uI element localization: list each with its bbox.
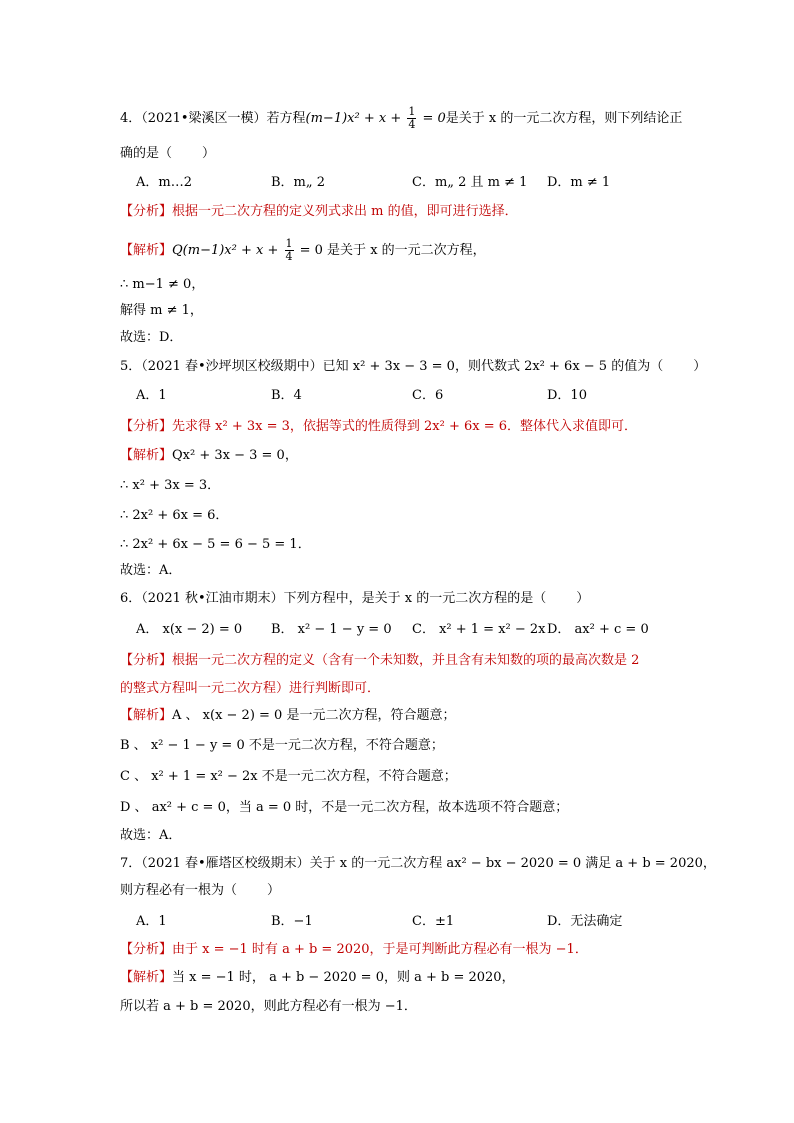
q6-analysis-text-1: 根据一元二次方程的定义（含有一个未知数，并且含有未知数的项的最高次数是 2 [172,653,640,668]
q7-option-b: B．−1 [271,914,313,929]
q5-answer: 故选：A． [120,563,182,578]
q6-answer-bracket-close: ） [576,591,590,606]
q7-stem-text-2: 则方程必有一根为（ [120,883,238,898]
q4-step2: 解得 m ≠ 1， [120,303,203,318]
q5-solution-tag: 【解析】 [120,448,173,463]
q6-analysis-line2: 的整式方程叫一元二次方程）进行判断即可． [120,681,381,696]
q4-equation-part1: (m−1)x² + x + [305,111,406,126]
q5-analysis-tag: 【分析】 [120,419,173,434]
q6-option-a: A． x(x − 2) = 0 [136,622,243,637]
q4-stem-continuation: 确的是（ [120,146,173,161]
q6-solution-line-a: A 、 x(x − 2) = 0 是一元二次方程，符合题意； [172,708,456,723]
q4-option-a: A．m…2 [136,175,192,190]
q4-solution-fraction-numerator: 1 [285,237,293,250]
q4-analysis-tag: 【分析】 [120,204,173,219]
q7-solution [120,969,515,987]
q4-fraction-denominator: 4 [408,118,416,131]
q7-option-d: D．无法确定 [547,914,623,929]
q5-step1: ∴ x² + 3x = 3． [120,478,221,493]
q7-answer-bracket-close: ） [267,883,281,898]
q6-solution [120,707,455,725]
q4-step1: ∴ m−1 ≠ 0， [120,277,205,292]
q5-option-b: B．4 [271,388,302,403]
q4-equation-part2: = 0 [418,111,446,126]
q5-option-a: A．1 [136,388,167,403]
q6-stem [120,590,589,608]
q6-answer: 故选：A． [120,828,182,843]
q5-option-c: C．6 [412,388,444,403]
q5-answer-bracket-close: ） [693,359,707,374]
q7-analysis-tag: 【分析】 [120,942,173,957]
q5-option-d: D．10 [547,388,587,403]
q6-option-c: C． x² + 1 = x² − 2x [412,622,546,637]
q4-analysis-text: 根据一元二次方程的定义列式求出 m 的值，即可进行选择． [172,204,518,219]
q5-solution-text: Qx² + 3x − 3 = 0， [172,448,298,463]
q7-conclusion: 所以若 a + b = 2020，则此方程必有一根为 −1． [120,999,417,1014]
q4-stem-line1 [120,106,682,131]
q7-option-a: A．1 [136,914,167,929]
q6-solution-line-c: C 、 x² + 1 = x² − 2x 不是一元二次方程，不符合题意； [120,769,457,784]
q7-solution-text: 当 x = −1 时， a + b − 2020 = 0，则 a + b = 2020， [172,970,515,985]
q4-stem-line2 [120,145,215,163]
q4-solution-fraction-denominator: 4 [285,250,293,263]
q5-step2: ∴ 2x² + 6x = 6． [120,508,229,523]
q6-option-b: B． x² − 1 − y = 0 [271,622,392,637]
q5-analysis-text: 先求得 x² + 3x = 3，依据等式的性质得到 2x² + 6x = 6．整体代入求值即可． [172,419,638,434]
q6-analysis-line1 [120,652,639,670]
q4-fraction [407,106,416,131]
q6-stem-text: 6．（2021 秋•江油市期末）下列方程中，是关于 x 的一元二次方程的是（ [120,591,547,606]
q6-solution-line-d: D 、 ax² + c = 0，当 a = 0 时，不是一元二次方程，故本选项不符合题意； [120,800,569,815]
q4-answer-bracket-close: ） [202,146,216,161]
q4-stem-prefix: 4．（2021•梁溪区一模）若方程 [120,111,306,126]
q7-analysis-text: 由于 x = −1 时有 a + b = 2020，于是可判断此方程必有一根为 −1． [172,942,588,957]
q4-analysis [120,203,518,221]
q6-analysis-tag: 【分析】 [120,653,173,668]
q7-stem-line1: 7．（2021 春•雁塔区校级期末）关于 x 的一元二次方程 ax² − bx − 2020 = 0 满足 a + b = 2020， [120,856,716,871]
q4-solution-tag: 【解析】 [120,243,173,258]
q6-solution-line-b: B 、 x² − 1 − y = 0 不是一元二次方程，不符合题意； [120,738,444,753]
q4-answer: 故选：D． [120,330,183,345]
q5-analysis [120,418,637,436]
q7-solution-tag: 【解析】 [120,970,173,985]
q4-stem-suffix: 是关于 x 的一元二次方程，则下列结论正 [445,111,683,126]
q4-solution-eq: Q(m−1)x² + x + [172,243,283,258]
q6-option-d: D． ax² + c = 0 [547,622,649,637]
q6-solution-tag: 【解析】 [120,708,173,723]
q4-option-c: C．m„ 2 且 m ≠ 1 [412,175,528,190]
q4-solution-text: = 0 是关于 x 的一元二次方程， [295,243,486,258]
q4-fraction-numerator: 1 [408,105,416,118]
q5-step3: ∴ 2x² + 6x − 5 = 6 − 5 = 1． [120,537,311,552]
q4-solution [120,238,486,263]
q5-solution [120,447,298,465]
q7-option-c: C．±1 [412,914,455,929]
q7-analysis [120,941,588,959]
q4-option-d: D．m ≠ 1 [547,175,611,190]
q5-stem-text: 5．（2021 春•沙坪坝区校级期中）已知 x² + 3x − 3 = 0，则代数式 2x² + 6x − 5 的值为（ [120,359,664,374]
q7-stem-line2 [120,882,280,900]
q4-option-b: B．m„ 2 [271,175,326,190]
q4-solution-fraction [285,238,294,263]
q5-stem [120,358,706,376]
